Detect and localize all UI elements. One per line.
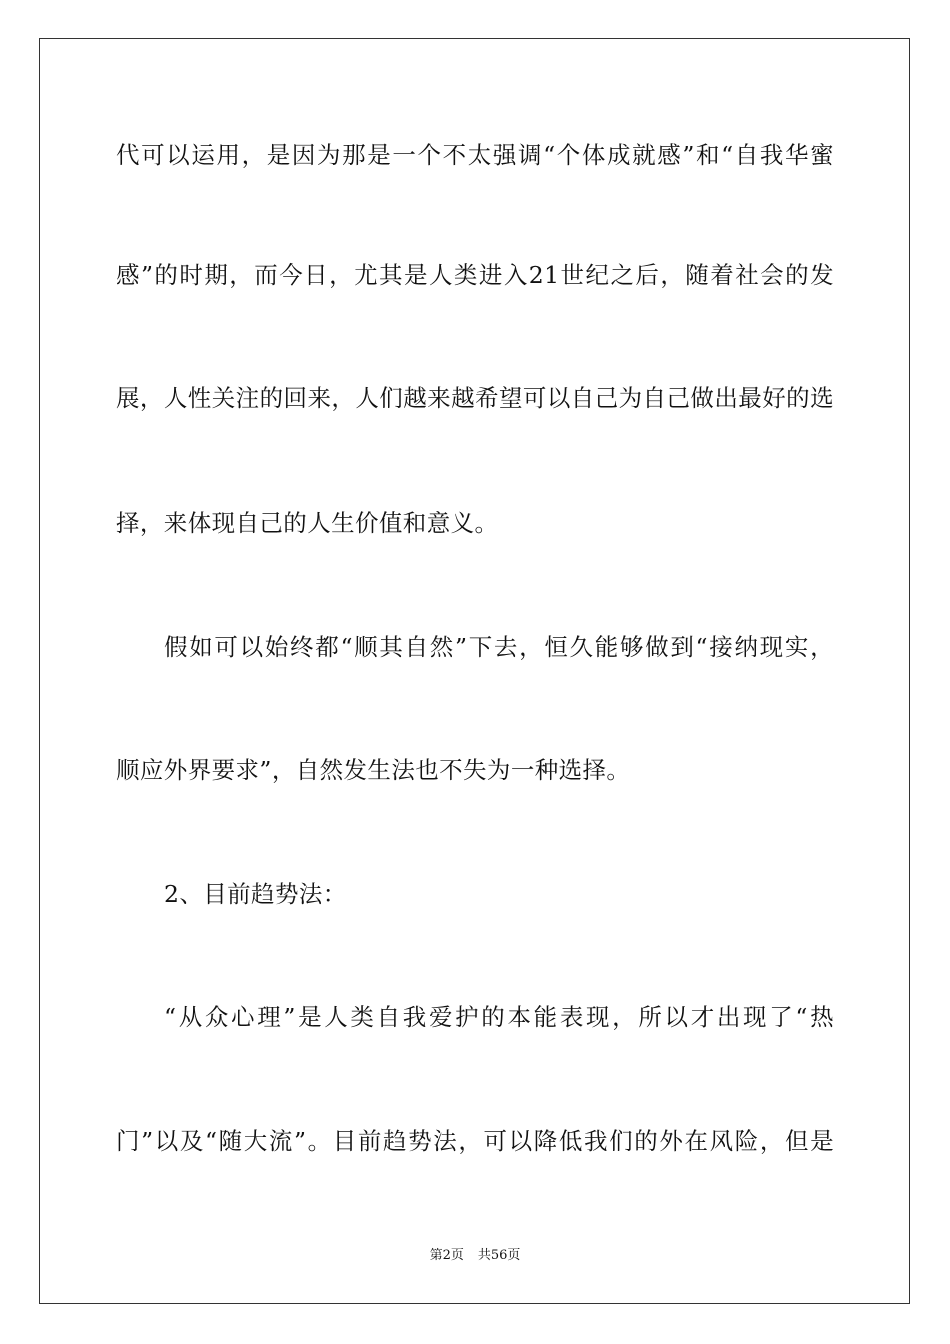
body-text-line: 展，人性关注的回来，人们越来越希望可以自己为自己做出最好的选 — [116, 384, 834, 412]
body-text-line: “从众心理”是人类自我爱护的本能表现，所以才出现了“热 — [164, 1003, 834, 1031]
page-footer — [0, 1248, 950, 1264]
page-number: 第2页 — [429, 1248, 464, 1263]
body-text-line: 择，来体现自己的人生价值和意义。 — [116, 509, 499, 537]
body-text-line: 假如可以始终都“顺其自然”下去，恒久能够做到“接纳现实， — [164, 633, 834, 661]
section-heading: 2、目前趋势法： — [164, 880, 347, 908]
body-text-line: 感”的时期，而今日，尤其是人类进入21世纪之后，随着社会的发 — [116, 261, 834, 289]
body-text-line: 门”以及“随大流”。目前趋势法，可以降低我们的外在风险，但是 — [116, 1127, 834, 1155]
page-border — [39, 38, 910, 1304]
total-pages: 共56页 — [477, 1248, 521, 1263]
body-text-line: 顺应外界要求”，自然发生法也不失为一种选择。 — [116, 756, 631, 784]
body-text-line: 代可以运用，是因为那是一个不太强调“个体成就感”和“自我华蜜 — [116, 141, 834, 169]
